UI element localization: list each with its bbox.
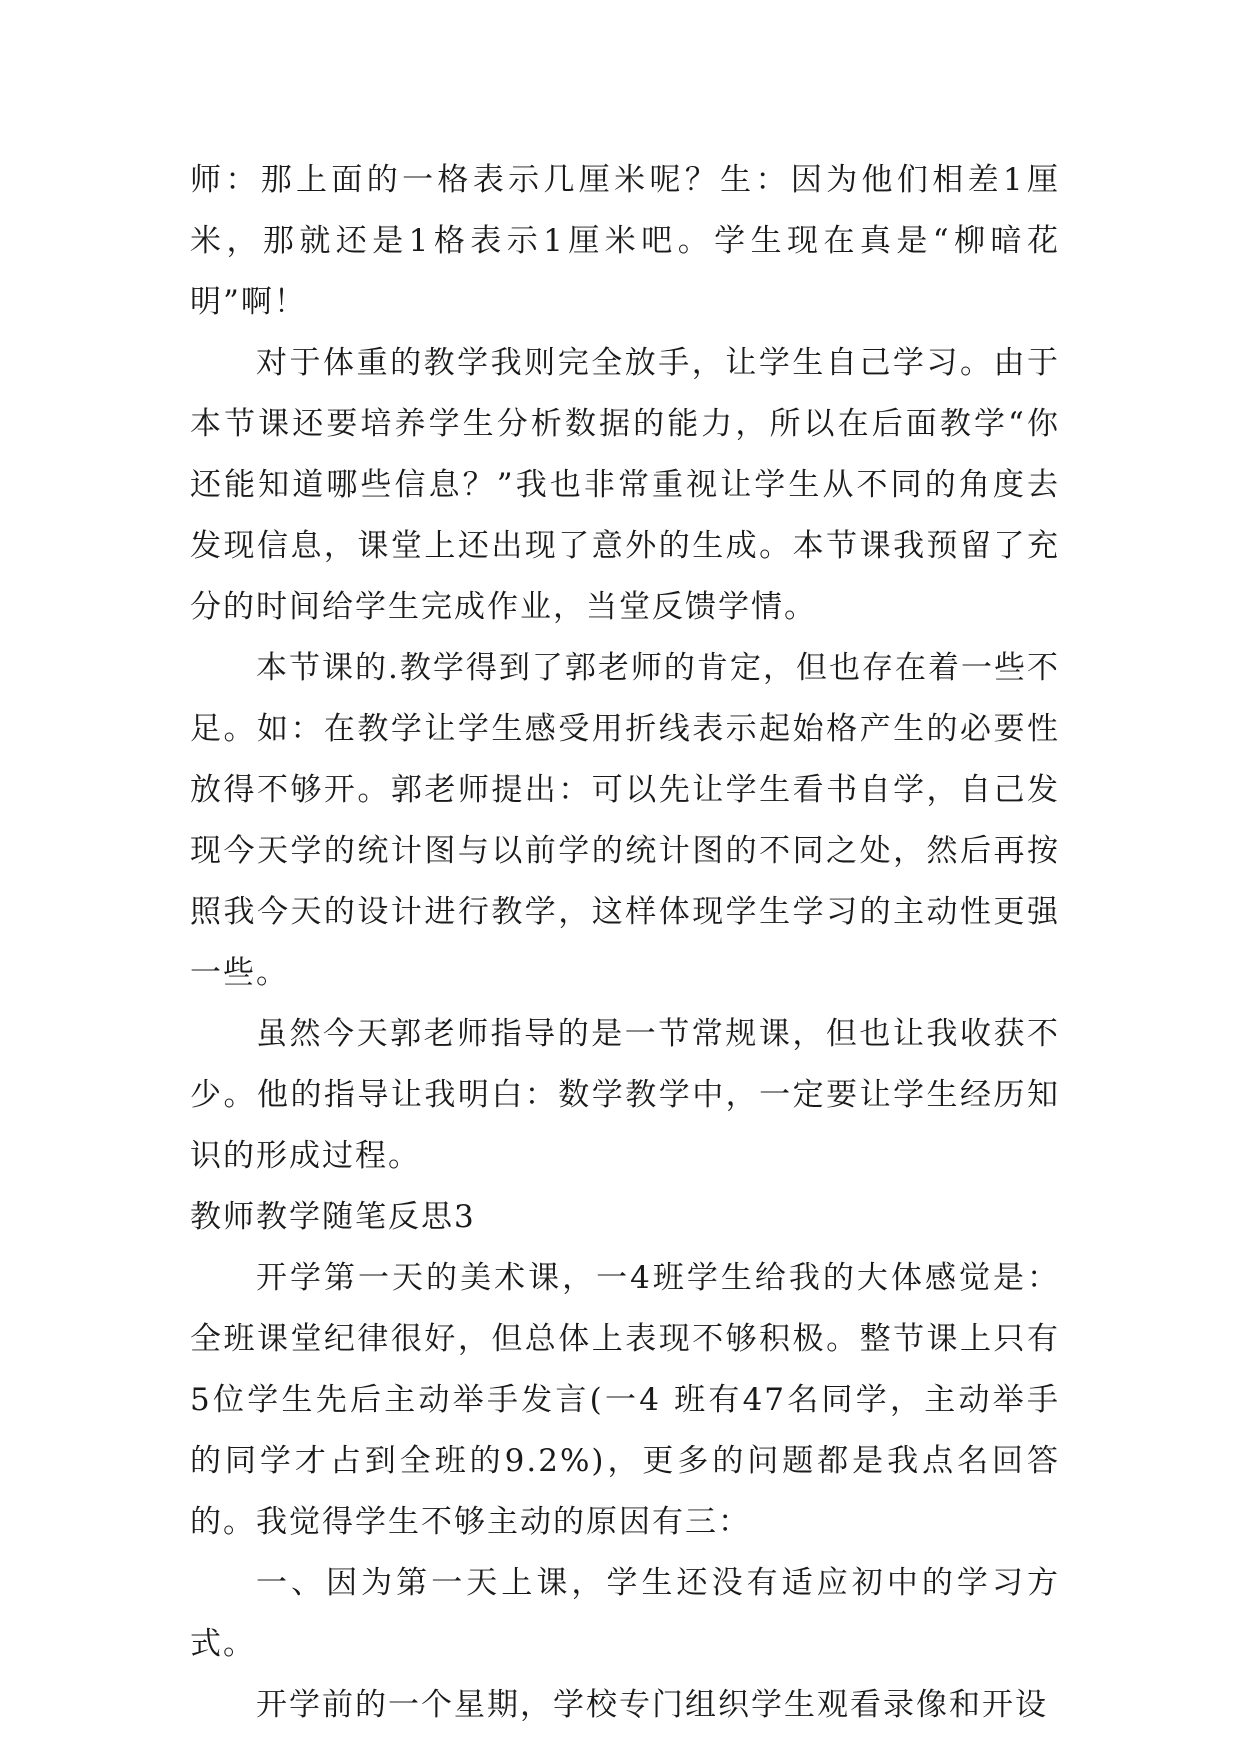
paragraph-art-class: 开学第一天的美术课，一4班学生给我的大体感觉是：全班课堂纪律很好，但总体上表现不够积极。整节课上只有5位学生先后主动举手发言(一4 班有47名同学，主动举手的同学才占到全班的9.2%)，更多的问题都是我点名回答的。我觉得学生不够主动的原因有三：: [190, 1260, 1060, 1540]
paragraph-teacher-dialogue: 师：那上面的一格表示几厘米呢？生：因为他们相差1厘米，那就还是1格表示1厘米吧。学生现在真是“柳暗花明”啊！: [190, 162, 1060, 320]
paragraph-before-school: 开学前的一个星期，学校专门组织学生观看录像和开设: [256, 1687, 1048, 1723]
paragraph-weight-teaching: 对于体重的教学我则完全放手，让学生自己学习。由于本节课还要培养学生分析数据的能力，所以在后面教学“你还能知道哪些信息？”我也非常重视让学生从不同的角度去发现信息，课堂上还出现了意外的生成。本节课我预留了充分的时间给学生完成作业，当堂反馈学情。: [190, 345, 1060, 625]
section-heading: 教师教学随笔反思3: [190, 1199, 476, 1235]
paragraph-reflection: 虽然今天郭老师指导的是一节常规课，但也让我收获不少。他的指导让我明白：数学教学中，一定要让学生经历知识的形成过程。: [190, 1016, 1060, 1174]
paragraph-feedback: 本节课的.教学得到了郭老师的肯定，但也存在着一些不足。如：在教学让学生感受用折线表示起始格产生的必要性放得不够开。郭老师提出：可以先让学生看书自学，自己发现今天学的统计图与以前学的统计图的不同之处，然后再按照我今天的设计进行教学，这样体现学生学习的主动性更强一些。: [190, 650, 1060, 991]
paragraph-reason-one: 一、因为第一天上课，学生还没有适应初中的学习方式。: [190, 1565, 1060, 1662]
document-body: [190, 150, 1060, 1736]
